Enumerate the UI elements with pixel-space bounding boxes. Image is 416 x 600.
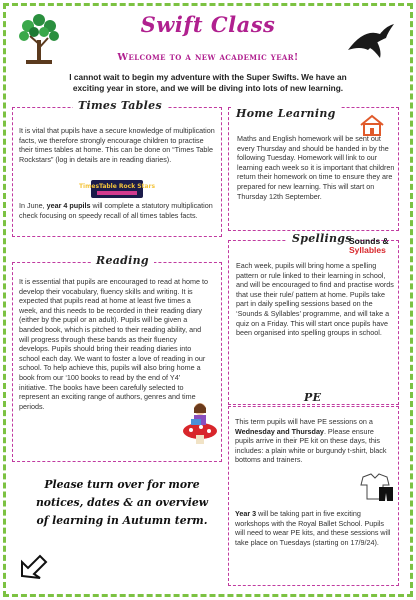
logo-text: TimesTable Rock Stars bbox=[78, 183, 156, 190]
home-learning-text: Maths and English homework will be sent out every Thursday and should be handed in by the following Tuesday. Homework will link to our learning each week so it is important that children return their homework on time to ensure they are prepared for new learning. This will start on Thursday 12th September. bbox=[237, 134, 395, 201]
turn-over-notice: Please turn over for more notices, dates & an overview of learning in Autumn term. bbox=[35, 478, 209, 527]
ballet-workshop-post: will be taking part in five exciting workshops with the Royal Ballet School. Pupils will need to wear PE kits, and these sessions will take place on Tuesdays (starting on 17/9/24). bbox=[235, 509, 391, 547]
times-tables-section bbox=[12, 99, 222, 237]
year-3-label: Year 3 bbox=[235, 509, 257, 518]
ballet-workshop-text bbox=[235, 509, 395, 547]
times-tables-check-pre: In June, bbox=[19, 201, 47, 210]
welcome-subtitle: Welcome to a new academic year! bbox=[117, 52, 299, 63]
pe-schedule-text bbox=[235, 417, 393, 465]
times-tables-check-post: will complete a statutory multiplication check focusing on speedy recall of all times tables facts. bbox=[19, 201, 213, 220]
times-tables-check-bold: year 4 pupils bbox=[46, 201, 91, 210]
times-tables-check-text bbox=[19, 201, 215, 220]
spellings-heading: Spellings bbox=[287, 232, 357, 245]
spellings-section bbox=[228, 232, 399, 405]
times-table-rockstars-logo bbox=[78, 180, 156, 198]
pe-days: Wednesday and Thursday bbox=[235, 426, 324, 436]
spellings-text: Each week, pupils will bring home a spelling pattern or rule linked to their learning in school, and will be encouraged to find and practise words that use their rule/ pattern at home. Pupils take part in daily spelling sessions based on the ‘Sounds & Syllables’ programme, and will take a quiz on a Friday. This will start once pupils have been organised into spelling groups in school. bbox=[236, 261, 394, 338]
girl-reading-on-mushroom-icon bbox=[181, 399, 219, 445]
home-learning-heading: Home Learning bbox=[231, 107, 341, 120]
reading-heading: Reading bbox=[91, 254, 154, 267]
pe-section bbox=[228, 391, 399, 586]
page-title: Swift Class bbox=[140, 12, 276, 37]
reading-text: It is essential that pupils are encouraged to read at home to develop their vocabulary, fluency skills and writing. It is expected that pupils read at home at least five times a week, and this needs to be recorded in their reading diary (either by the pupil or an adult). Pupils will be given a banded book, which is pitched to their reading ability, and will progress through these bands as their fluency develops. Pupils should bring their reading diaries into school each day. We want to foster a love of reading in our school. To help achieve this, pupils will also bring home a book from our ‘100 books to read by the end of Y4’ initiative. The books have been carefully selected to represent an exciting range of authors, genres and time periods. bbox=[19, 277, 208, 411]
home-learning-section bbox=[228, 107, 399, 231]
logo-line-1: Sounds & bbox=[349, 236, 389, 246]
pe-schedule-post: . Please ensure pupils arrive in their PE kit on these days, this includes: a plain white or burgundy t-shirt, black bottoms and trainers. bbox=[235, 426, 387, 465]
pe-kit-icon bbox=[359, 473, 395, 503]
reading-section bbox=[12, 254, 222, 462]
times-tables-heading: Times Tables bbox=[73, 99, 167, 112]
pe-heading: PE bbox=[299, 391, 326, 404]
logo-line-2: Syllables bbox=[349, 245, 386, 255]
pe-schedule-pre: This term pupils will have PE sessions on a bbox=[235, 417, 373, 426]
house-icon bbox=[359, 114, 385, 136]
times-tables-text: It is vital that pupils have a secure knowledge of multiplication facts, we therefore strongly encourage children to practise their times tables at home. This can be done on “Times Table Rockstars” (log in details are in reading diaries). bbox=[19, 126, 215, 164]
arrow-icon bbox=[18, 550, 52, 580]
sounds-syllables-logo bbox=[349, 237, 389, 255]
intro-text: I cannot wait to begin my adventure with the Super Swifts. We have an exciting year in store, and we will be diving into lots of new learning. bbox=[69, 72, 347, 93]
